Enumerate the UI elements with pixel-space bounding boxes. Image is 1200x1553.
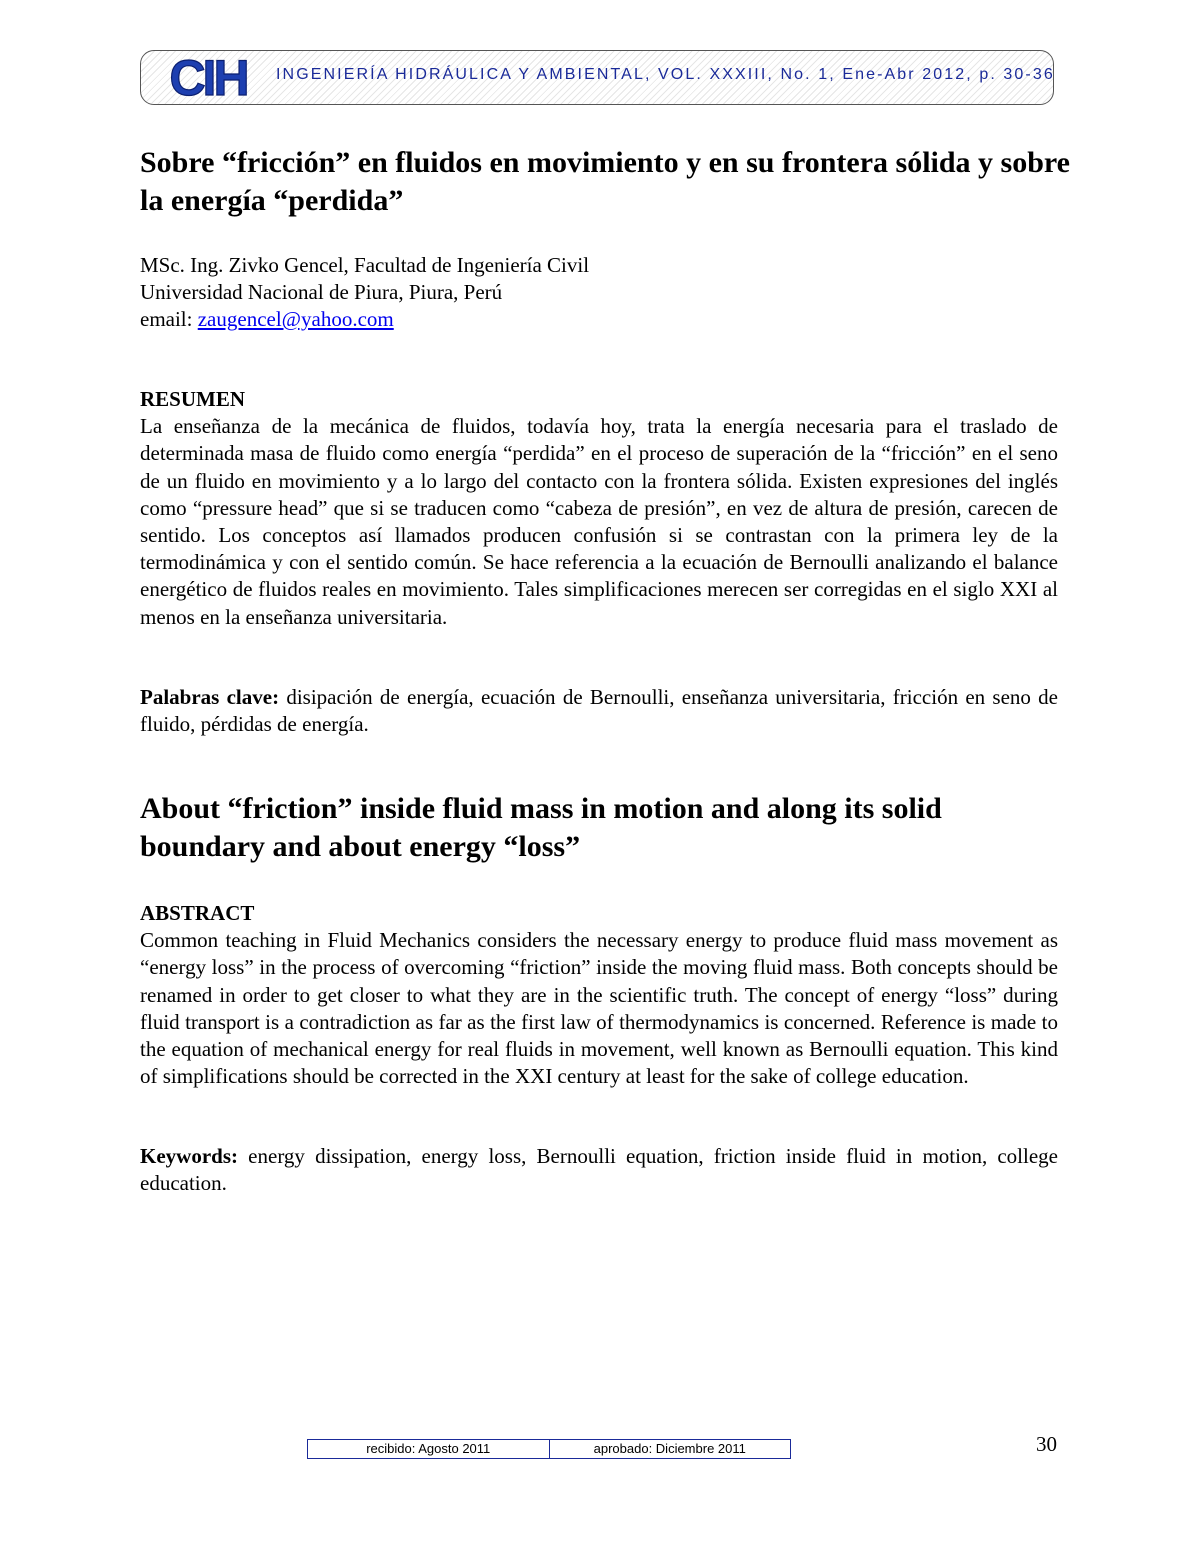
approved-date: aprobado: Diciembre 2011	[549, 1440, 791, 1458]
keywords-label: Keywords:	[140, 1144, 238, 1168]
journal-logo	[157, 52, 259, 102]
svg-text:CIH: CIH	[169, 52, 247, 102]
keywords-text: energy dissipation, energy loss, Bernoulli equation, friction inside fluid in motion, college education.	[140, 1144, 1058, 1196]
palabras-clave-label: Palabras clave:	[140, 685, 280, 709]
keywords	[140, 1143, 1058, 1197]
resumen-heading: RESUMEN	[140, 387, 246, 411]
abstract-section	[140, 900, 1058, 1090]
page-number: 30	[1036, 1432, 1057, 1456]
author-university: Universidad Nacional de Piura, Piura, Perú	[140, 280, 503, 304]
email-link[interactable]: zaugencel@yahoo.com	[197, 307, 394, 331]
resumen-section	[140, 386, 1058, 631]
received-date: recibido: Agosto 2011	[366, 1441, 491, 1456]
journal-citation: INGENIERÍA HIDRÁULICA Y AMBIENTAL, VOL. XXXIII, No. 1, Ene-Abr 2012, p. 30-36	[276, 66, 1055, 83]
email-label: email:	[140, 307, 198, 331]
article-title-en: About “friction” inside fluid mass in motion and along its solid boundary and about energy “loss”	[140, 792, 942, 863]
palabras-clave	[140, 684, 1058, 738]
dates-box	[307, 1439, 791, 1459]
author-email-line	[140, 306, 1060, 333]
article-title-es: Sobre “fricción” en fluidos en movimiento y en su frontera sólida y sobre la energía “perdida”	[140, 146, 1070, 217]
palabras-clave-text: disipación de energía, ecuación de Bernoulli, enseñanza universitaria, fricción en seno de fluido, pérdidas de energía.	[140, 685, 1058, 737]
author-block	[140, 252, 1060, 333]
abstract-heading: ABSTRACT	[140, 901, 255, 925]
author-name-affiliation: MSc. Ing. Zivko Gencel, Facultad de Ingeniería Civil	[140, 253, 590, 277]
abstract-text: Common teaching in Fluid Mechanics considers the necessary energy to produce fluid mass movement as “energy loss” in the process of overcoming “friction” inside the moving fluid mass. Both concepts should be renamed in order to get closer to what they are in the scientific truth. The concept of energy “loss” during fluid transport is a contradiction as far as the first law of thermodynamics is concerned. Reference is made to the equation of mechanical energy for real fluids in movement, well known as Bernoulli equation. This kind of simplifications should be corrected in the XXI century at least for the sake of college education.	[140, 928, 1058, 1089]
resumen-text: La enseñanza de la mecánica de fluidos, todavía hoy, trata la energía necesaria para el traslado de determinada masa de fluido como energía “perdida” en el proceso de superación de la “fricción” en el seno de un fluido en movimiento y a lo largo del contacto con la frontera sólida. Existen expresiones del inglés como “pressure head” que si se traducen como “cabeza de presión”, en vez de altura de presión, carecen de sentido. Los conceptos así llamados producen confusión si se contrastan con la primera ley de la termodinámica y con el sentido común. Se hace referencia a la ecuación de Bernoulli analizando el balance energético de fluidos reales en movimiento. Tales simplificaciones merecen ser corregidas en el siglo XXI al menos en la enseñanza universitaria.	[140, 414, 1058, 629]
